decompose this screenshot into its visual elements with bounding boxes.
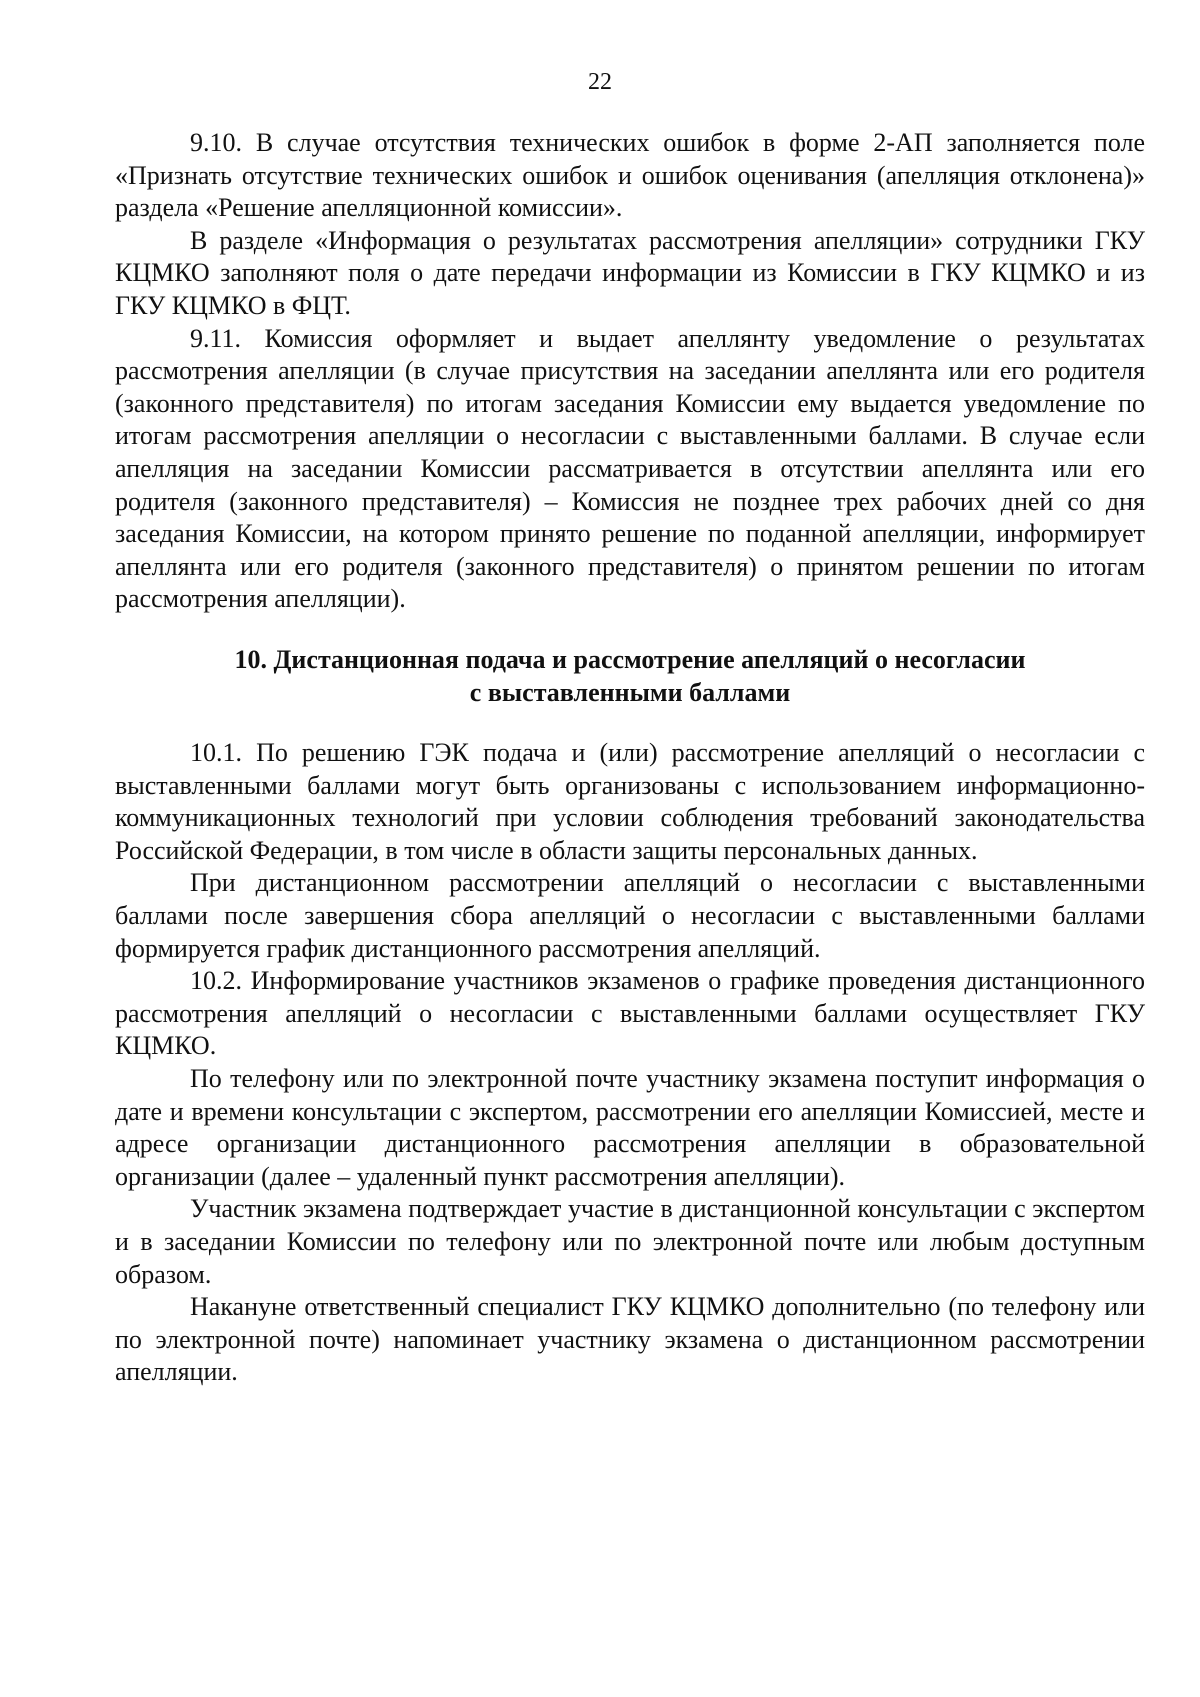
section-heading-10: [115, 644, 1145, 709]
paragraph-10-2: 10.2. Информирование участников экзаменов о графике проведения дистанционного рассмотрения апелляций о несогласии с выставленными баллами осуществляет ГКУ КЦМКО.: [115, 966, 1145, 1061]
paragraph-9-11: 9.11. Комиссия оформляет и выдает апеллянту уведомление о результатах рассмотрения апелляции (в случае присутствия на заседании апеллянта или его родителя (законного представителя) по итогам заседания Комиссии ему выдается уведомление по итогам рассмотрения апелляции о несогласии с выставленными баллами. В случае если апелляция на заседании Комиссии рассматривается в отсутствии апеллянта или его родителя (законного представителя) – Комиссия не позднее трех рабочих дней со дня заседания Комиссии, на котором принято решение по поданной апелляции, информирует апеллянта или его родителя (законного представителя) о принятом решении по итогам рассмотрения апелляции).: [115, 323, 1145, 614]
document-body: [115, 127, 1145, 1389]
paragraph-reminder: Накануне ответственный специалист ГКУ КЦМКО дополнительно (по телефону или по электронной почте) напоминает участнику экзамена о дистанционном рассмотрении апелляции.: [115, 1292, 1145, 1387]
paragraph-results-info: В разделе «Информация о результатах рассмотрения апелляции» сотрудники ГКУ КЦМКО заполняют поля о дате передачи информации из Комиссии в ГКУ КЦМКО и из ГКУ КЦМКО в ФЦТ.: [115, 225, 1145, 320]
paragraph-9-10: 9.10. В случае отсутствия технических ошибок в форме 2-АП заполняется поле «Признать отсутствие технических ошибок и ошибок оценивания (апелляция отклонена)» раздела «Решение апелляционной комиссии».: [115, 128, 1145, 223]
section-heading-line-2: с выставленными баллами: [469, 677, 791, 707]
paragraph-phone-email-info: По телефону или по электронной почте участнику экзамена поступит информация о дате и времени консультации с экспертом, рассмотрении его апелляции Комиссией, месте и адресе организации дистанционного рассмотрения апелляции в образовательной организации (далее – удаленный пункт рассмотрения апелляции).: [115, 1064, 1145, 1191]
paragraph-participant-confirms: Участник экзамена подтверждает участие в дистанционной консультации с экспертом и в заседании Комиссии по телефону или по электронной почте или любым доступным образом.: [115, 1194, 1145, 1289]
section-heading-line-1: 10. Дистанционная подача и рассмотрение апелляций о несогласии: [234, 644, 1026, 674]
heading-spacer: [115, 709, 1145, 737]
paragraph-10-1: 10.1. По решению ГЭК подача и (или) рассмотрение апелляций о несогласии с выставленными баллами могут быть организованы с использованием информационно-коммуникационных технологий при условии соблюдения требований законодательства Российской Федерации, в том числе в области защиты персональных данных.: [115, 738, 1145, 865]
paragraph-remote-review-schedule: При дистанционном рассмотрении апелляций о несогласии с выставленными баллами после завершения сбора апелляций о несогласии с выставленными баллами формируется график дистанционного рассмотрения апелляций.: [115, 868, 1145, 963]
page-number: 22: [588, 69, 612, 95]
